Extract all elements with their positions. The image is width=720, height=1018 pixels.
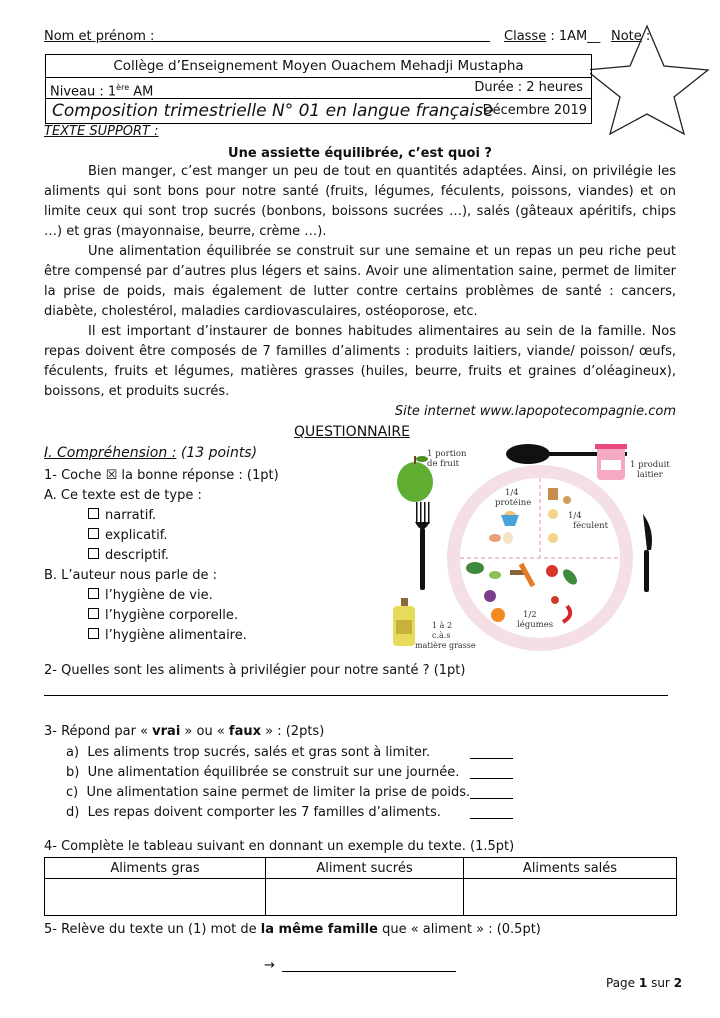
q3-item-a [66, 743, 430, 763]
paragraph-3: Il est important d’instaurer de bonnes habitudes alimentaires au sein de la famille. Nos repas doivent être composés de 7 familles d’aliments : produits laitiers, viande/ poisson/ œufs, féculents, fruits et légumes, matières grasses (huiles, beurre, fruits et graines d’oléagineux), boissons, et produits sucrés. [44, 324, 676, 399]
paragraph-1: Bien manger, c’est manger un peu de tout en quantités adaptées. Ainsi, on privilégie les aliments qui sont bons pour notre santé (fruits, légumes, féculents, poissons, viandes) et on limite ceux qui sont trop sucrés (bonbons, boissons sucrées …), salés (gâteaux apéritifs, chips …) et gras (mayonnaise, beurre, crème …). [44, 164, 676, 239]
q3-item-b [66, 763, 459, 783]
name-label: Nom et prénom : [44, 29, 155, 44]
fruit-label-2: de fruit [427, 459, 459, 469]
q3-answer-c[interactable] [470, 798, 513, 799]
q3-vrai: vrai [152, 724, 181, 739]
text-title: Une assiette équilibrée, c’est quoi ? [228, 146, 492, 161]
item-text: Une alimentation saine permet de limiter la prise de poids. [86, 785, 471, 800]
q1b-option-1[interactable] [88, 586, 213, 606]
q3-item-d [66, 803, 441, 823]
q3-prefix: 3- Répond par « [44, 724, 153, 739]
dairy-label-1: 1 produit [630, 460, 670, 470]
paragraph-2: Une alimentation équilibrée se construit sur une semaine et un repas un peu riche peut être compensé par d’autres plus légers et sains. Avoir une alimentation saine, permet de limiter la prise de poids, mais également de lutter contre certains problèmes de santé : cancers, diabète, cholestérol, maladies cardiovasculaires, ostéoporose, etc. [44, 244, 676, 319]
checkbox[interactable] [88, 508, 99, 519]
page-sur: sur [651, 976, 670, 990]
checkbox[interactable] [88, 588, 99, 599]
section1-label: I. Compréhension : [44, 445, 177, 461]
checkbox[interactable] [88, 608, 99, 619]
support-text [44, 162, 676, 402]
q3 [44, 722, 324, 742]
note-label: Note [611, 29, 642, 44]
option-label: descriptif. [105, 548, 169, 563]
level-suffix: AM [129, 84, 154, 100]
tomato-icon [546, 565, 558, 577]
class-value: : 1AM__ [550, 29, 601, 44]
star-icon [590, 18, 718, 138]
q1b-option-2[interactable] [88, 606, 238, 626]
q5-suffix: que « aliment » : (0.5pt) [377, 922, 541, 937]
col-header-sweet: Aliment sucrés [266, 858, 464, 879]
item-text: Les aliments trop sucrés, salés et gras sont à limiter. [87, 745, 431, 760]
page-label: Page [606, 976, 636, 990]
protein-label-1: 1/4 [505, 488, 519, 498]
q5-prefix: 5- Relève du texte un (1) mot de [44, 922, 261, 937]
page-total: 2 [673, 976, 683, 990]
dairy-icon [595, 444, 627, 480]
section1-title [44, 445, 257, 461]
item-letter: c) [66, 785, 79, 800]
dairy-label-2: laitier [637, 470, 663, 480]
q3-mid: » ou « [180, 724, 229, 739]
class-field[interactable] [504, 29, 600, 44]
fat-label-3: matière grasse [415, 641, 476, 650]
protein-label-2: protéine [495, 498, 532, 508]
section1-points: (13 points) [176, 445, 258, 461]
orange-icon [491, 608, 505, 622]
knife-icon [643, 514, 652, 592]
level-sup: ère [116, 83, 130, 92]
q1: 1- Coche ☒ la bonne réponse : (1pt) [44, 468, 279, 483]
bread-icon [548, 488, 558, 500]
q5 [44, 920, 541, 940]
checkbox[interactable] [88, 548, 99, 559]
item-text: Une alimentation équilibrée se construit sur une journée. [87, 765, 460, 780]
option-label: narratif. [105, 508, 157, 523]
q3-answer-b[interactable] [470, 778, 513, 779]
checkbox[interactable] [88, 628, 99, 639]
answer-table [44, 857, 677, 916]
option-label: explicatif. [105, 528, 168, 543]
level-prefix: Niveau : 1 [50, 84, 117, 100]
item-letter: a) [66, 745, 80, 760]
q5-bold: la même famille [260, 922, 378, 937]
plate-illustration [385, 440, 685, 660]
veg-label-2: légumes [517, 620, 554, 630]
page-number [606, 976, 682, 990]
exam-date: Décembre 2019 [482, 103, 587, 118]
name-field[interactable] [150, 41, 490, 42]
questionnaire-title: QUESTIONNAIRE [294, 424, 410, 440]
option-label: l’hygiène de vie. [105, 588, 213, 603]
q1b: B. L’auteur nous parle de : [44, 568, 217, 583]
q3-suffix: » : (2pts) [261, 724, 325, 739]
fruit-label-1: 1 portion [427, 449, 467, 459]
class-label: Classe [504, 29, 547, 44]
oil-bottle-icon [393, 598, 415, 646]
q1a-option-3[interactable] [88, 546, 169, 566]
title-row [46, 99, 591, 123]
item-letter: d) [66, 805, 80, 820]
note-colon: : [645, 29, 651, 44]
page-num: 1 [638, 976, 648, 990]
q3-item-c [66, 783, 470, 803]
header-box [45, 54, 592, 124]
duration: Durée : 2 heures [474, 80, 583, 95]
fat-label-1: 1 à 2 [432, 621, 453, 630]
fat-label-2: c.à.s [432, 631, 451, 640]
salad-icon [466, 562, 484, 574]
q4: 4- Complète le tableau suivant en donnant un exemple du texte. (1.5pt) [44, 839, 515, 854]
q1a-option-2[interactable] [88, 526, 168, 546]
level-row [46, 77, 591, 99]
arrow-icon: → [264, 958, 275, 973]
q3-faux: faux [228, 724, 261, 739]
item-letter: b) [66, 765, 80, 780]
item-text: Les repas doivent comporter les 7 familles d’aliments. [87, 805, 441, 820]
source: Site internet www.lapopotecompagnie.com [394, 404, 676, 419]
q3-answer-d[interactable] [470, 818, 513, 819]
starch-label-2: féculent [573, 521, 609, 531]
q2-answer-line[interactable] [44, 695, 668, 696]
checkbox[interactable] [88, 528, 99, 539]
q1a: A. Ce texte est de type : [44, 488, 202, 503]
veg-label-1: 1/2 [523, 610, 537, 620]
q5-answer-line[interactable] [282, 971, 456, 972]
q1a-option-1[interactable] [88, 506, 156, 526]
answer-cell-fat[interactable] [45, 879, 266, 916]
q3-answer-a[interactable] [470, 758, 513, 759]
option-label: l’hygiène corporelle. [105, 608, 238, 623]
school-name: Collège d’Enseignement Moyen Ouachem Mehadji Mustapha [113, 58, 524, 74]
col-header-fat: Aliments gras [45, 858, 266, 879]
starch-label-1: 1/4 [568, 511, 582, 521]
answer-cell-salty[interactable] [464, 879, 677, 916]
exam-title: Composition trimestrielle N° 01 en langue française [52, 101, 494, 121]
q1b-option-3[interactable] [88, 626, 247, 646]
fork-icon [415, 502, 430, 590]
support-label: TEXTE SUPPORT : [44, 124, 159, 139]
col-header-salty: Aliments salés [464, 858, 677, 879]
option-label: l’hygiène alimentaire. [105, 628, 247, 643]
q2: 2- Quelles sont les aliments à privilégier pour notre santé ? (1pt) [44, 663, 466, 678]
answer-cell-sweet[interactable] [266, 879, 464, 916]
